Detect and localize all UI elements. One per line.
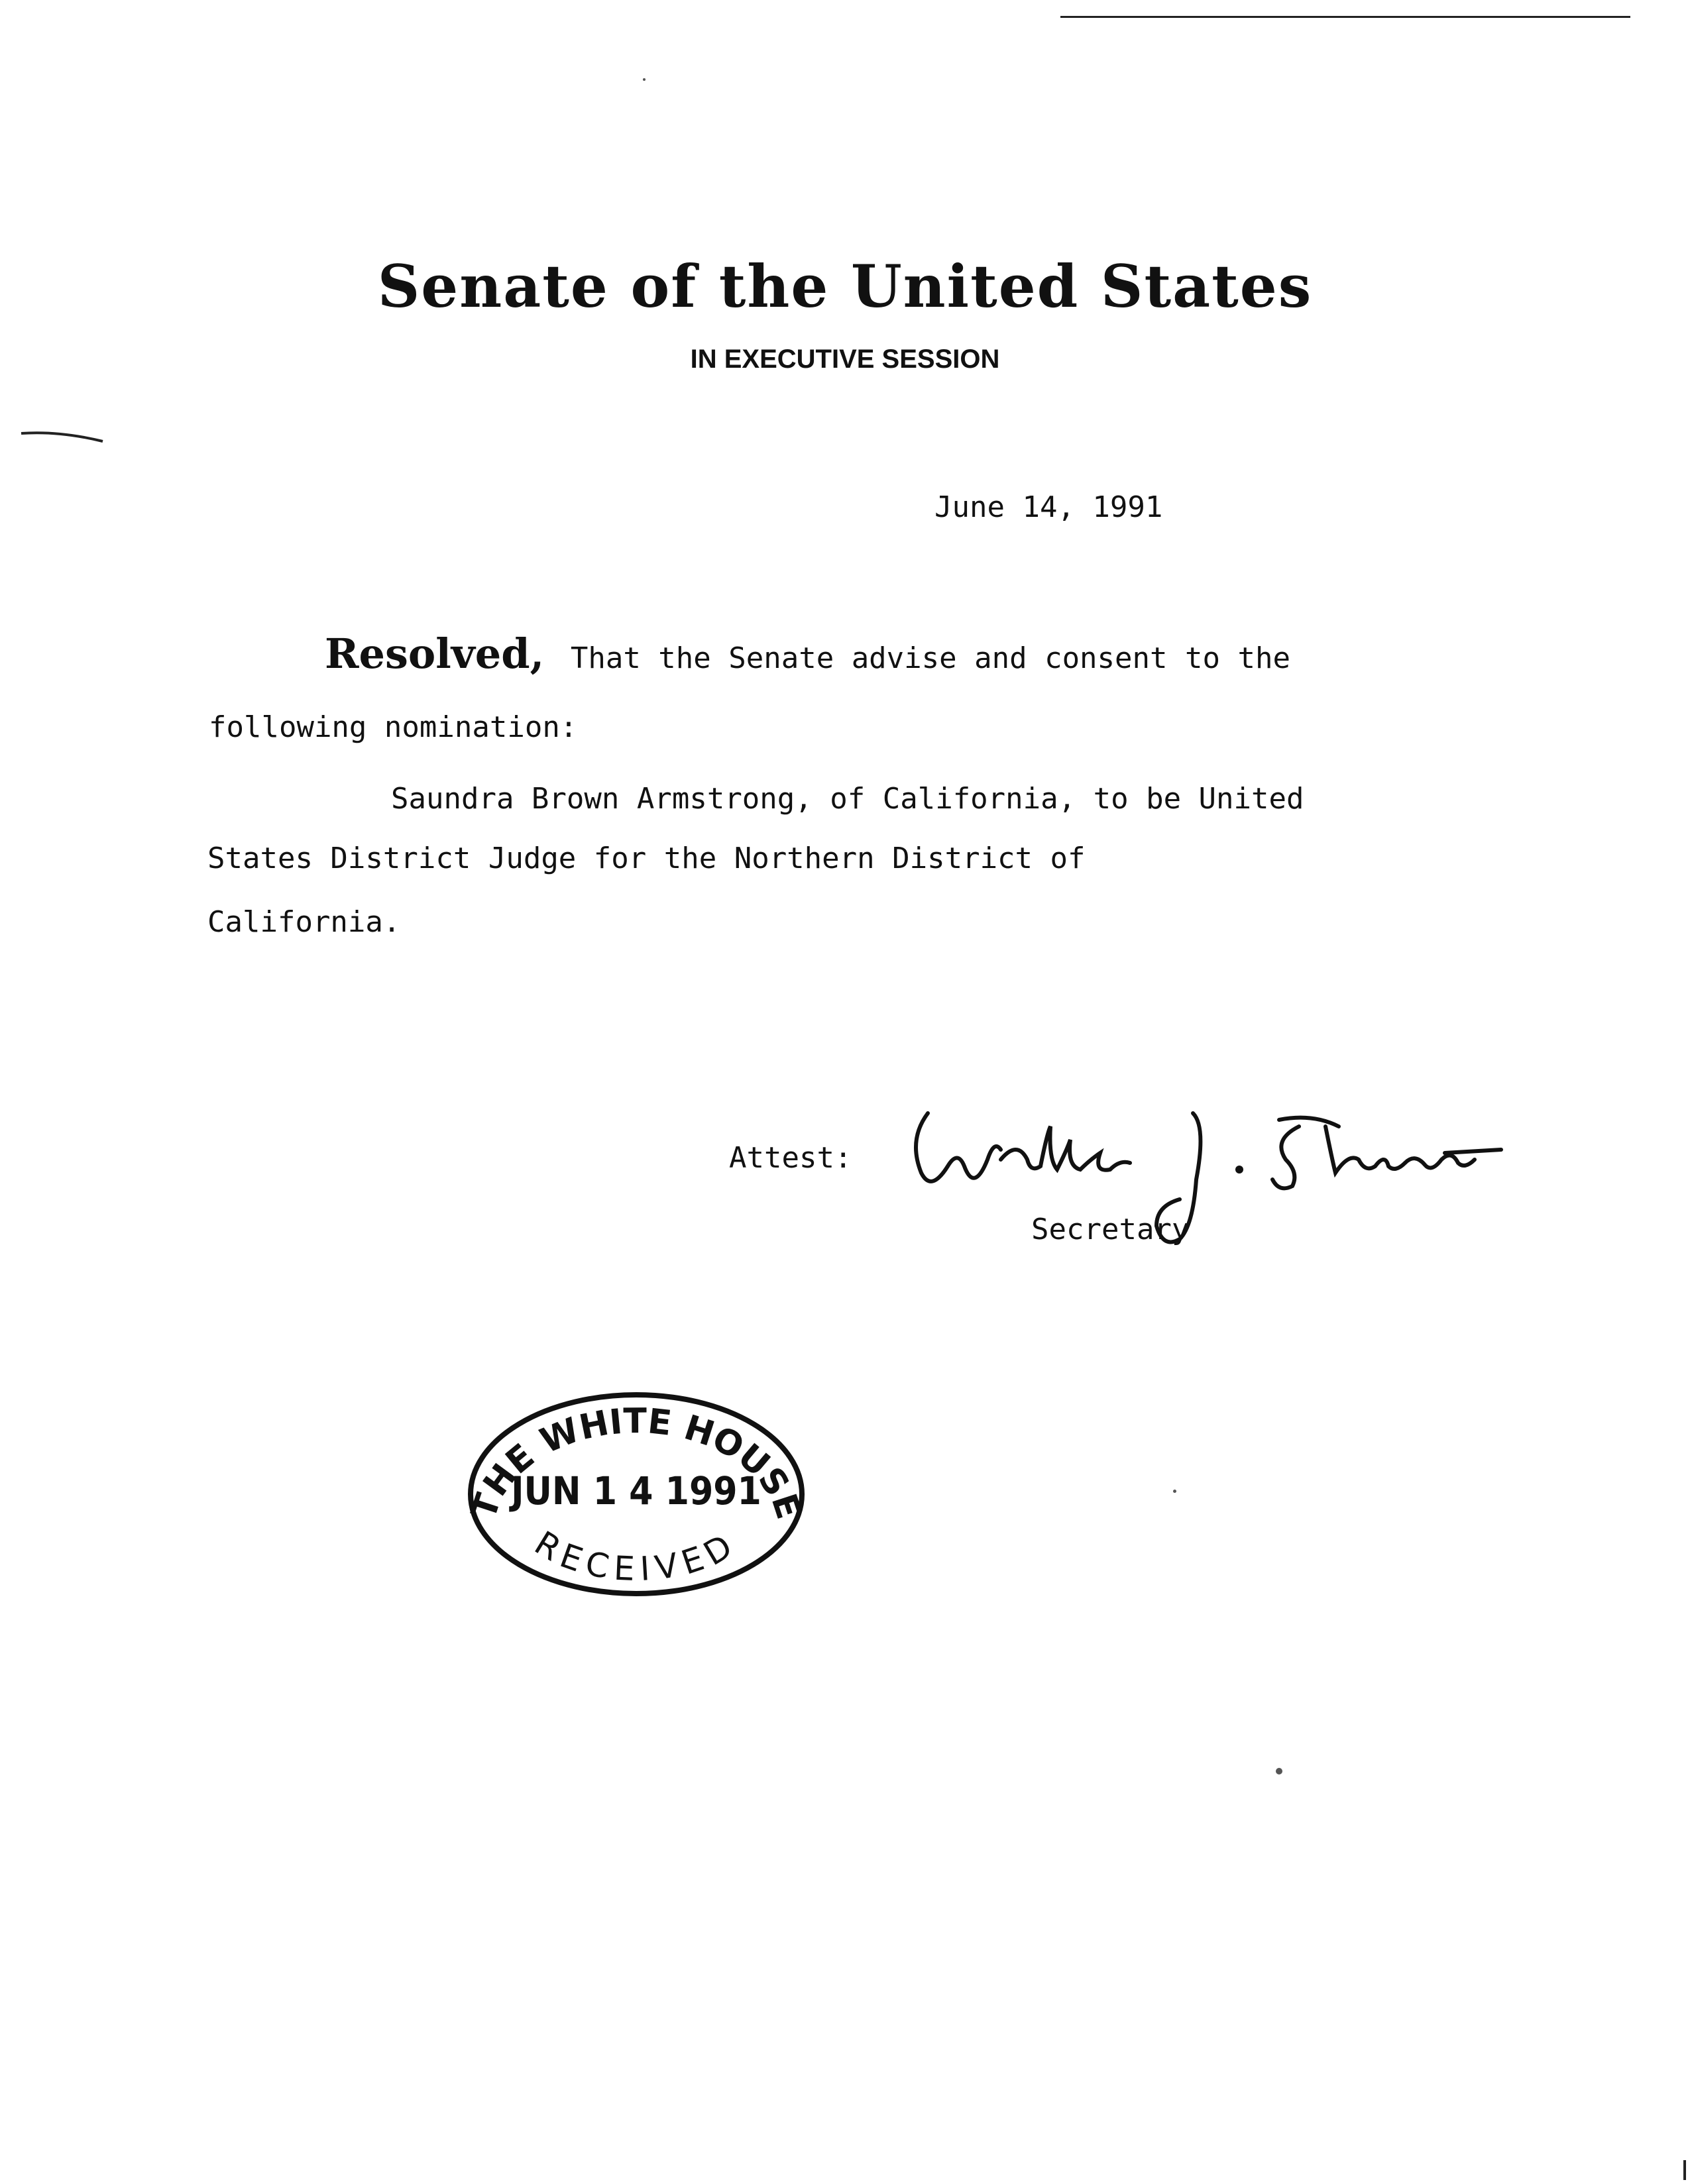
letterhead-title: Senate of the United States xyxy=(377,252,1313,321)
signatory-title: Secretary xyxy=(1031,1213,1190,1246)
paper-speck xyxy=(1173,1490,1176,1493)
stamp-date: JUN 1 4 1991 xyxy=(511,1468,761,1513)
paper-speck xyxy=(1276,1768,1282,1774)
white-house-received-stamp xyxy=(457,1378,815,1604)
paper-speck xyxy=(1683,2160,1686,2180)
attest-label: Attest: xyxy=(729,1141,852,1175)
nomination-line-1: Saundra Brown Armstrong, of California, to be United xyxy=(391,782,1304,816)
nomination-line-3: California. xyxy=(207,905,401,939)
paper-speck xyxy=(643,78,646,81)
top-rule-line xyxy=(1060,16,1630,18)
handwritten-signature xyxy=(901,1087,1511,1259)
svg-text:RECEIVED xyxy=(528,1524,745,1589)
nomination-line-2: States District Judge for the Northern District of xyxy=(207,842,1086,875)
stamp-bottom-arc: RECEIVED xyxy=(528,1523,745,1589)
resolved-heading: Resolved, xyxy=(325,629,545,678)
resolution-first-line xyxy=(325,629,1290,678)
resolution-text-line-2: following nomination: xyxy=(209,710,578,744)
resolution-text-line-1: That the Senate advise and consent to the xyxy=(570,641,1290,675)
document-date: June 14, 1991 xyxy=(934,490,1163,524)
margin-mark xyxy=(20,424,106,451)
stamp-top-arc: THE WHITE HOUSE xyxy=(464,1401,809,1524)
letterhead-subtitle: IN EXECUTIVE SESSION xyxy=(690,345,1000,374)
